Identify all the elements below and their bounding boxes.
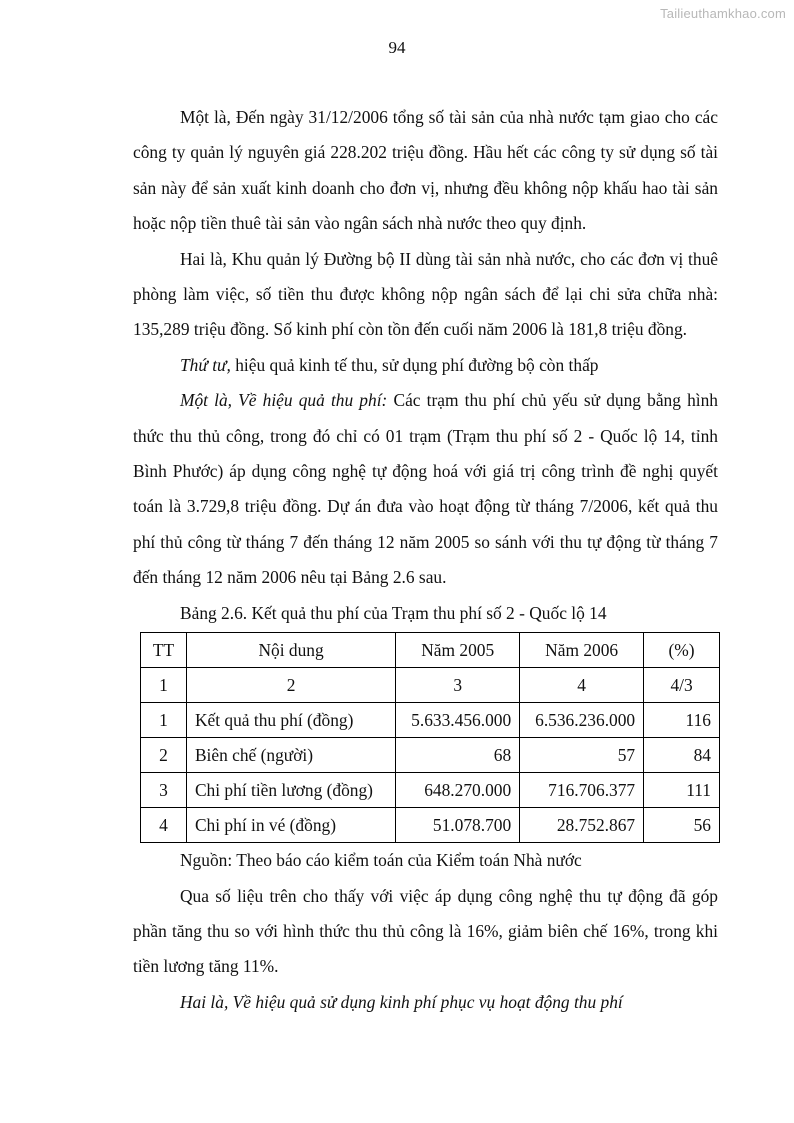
results-table [140, 632, 720, 843]
table-cell: Biên chế (người) [186, 738, 395, 773]
header-cell: TT [141, 633, 187, 668]
table-cell: 56 [644, 808, 720, 843]
table-cell: 1 [141, 703, 187, 738]
table-cell: 2 [186, 668, 395, 703]
paragraph-3-text: hiệu quả kinh tế thu, sử dụng phí đường bộ còn thấp [230, 354, 599, 375]
table-cell: 57 [520, 738, 644, 773]
table-row [141, 808, 720, 843]
table-cell: 648.270.000 [396, 773, 520, 808]
table-cell: 4 [520, 668, 644, 703]
paragraph-1: Một là, Đến ngày 31/12/2006 tổng số tài sản của nhà nước tạm giao cho các công ty quản lý nguyên giá 228.202 triệu đồng. Hầu hết các công ty sử dụng số tài sản này để sản xuất kinh doanh cho đơn vị, nhưng đều không nộp khấu hao tài sản hoặc nộp tiền thuê tài sản vào ngân sách nhà nước theo quy định. [133, 107, 718, 234]
table-cell: 2 [141, 738, 187, 773]
paragraph-3-lead: Thứ tư, [180, 354, 231, 375]
table-cell: Chi phí in vé (đồng) [186, 808, 395, 843]
paragraph-4-lead: Một là, Về hiệu quả thu phí: [180, 390, 388, 411]
table-source: Nguồn: Theo báo cáo kiểm toán của Kiểm toán Nhà nước [180, 850, 582, 871]
table-cell: 3 [396, 668, 520, 703]
table-cell: 716.706.377 [520, 773, 644, 808]
paragraph-5: Qua số liệu trên cho thấy với việc áp dụng công nghệ thu tự động đã góp phần tăng thu so với hình thức thu thủ công là 16%, giảm biên chế 16%, trong khi tiền lương tăng 11%. [133, 885, 718, 977]
table-cell: 5.633.456.000 [396, 703, 520, 738]
table-cell: 111 [644, 773, 720, 808]
table-cell: 84 [644, 738, 720, 773]
header-cell: Năm 2006 [520, 633, 644, 668]
paragraph-6: Hai là, Về hiệu quả sử dụng kinh phí phục vụ hoạt động thu phí [180, 991, 623, 1012]
paragraph-2: Hai là, Khu quản lý Đường bộ II dùng tài sản nhà nước, cho các đơn vị thuê phòng làm việc, số tiền thu được không nộp ngân sách để lại chi sửa chữa nhà: 135,289 triệu đồng. Số kinh phí còn tồn đến cuối năm 2006 là 181,8 triệu đồng. [133, 248, 718, 340]
header-cell: Nội dung [186, 633, 395, 668]
table-cell: 116 [644, 703, 720, 738]
paragraph-4-text: Các trạm thu phí chủ yếu sử dụng bằng hình thức thu thủ công, trong đó chỉ có 01 trạm (Trạm thu phí số 2 - Quốc lộ 14, tỉnh Bình Phước) áp dụng công nghệ tự động hoá với giá trị công trình đề nghị quyết toán là 3.729,8 triệu đồng. Dự án đưa vào hoạt động từ tháng 7/2006, kết quả thu phí thủ công từ tháng 7 đến tháng 12 năm 2005 so sánh với thu tự động từ tháng 7 đến tháng 12 năm 2006 nêu tại Bảng 2.6 sau. [133, 390, 718, 588]
table-row [141, 773, 720, 808]
page-number: 94 [388, 38, 406, 57]
table-cell: 3 [141, 773, 187, 808]
table-cell: 51.078.700 [396, 808, 520, 843]
table-cell: Chi phí tiền lương (đồng) [186, 773, 395, 808]
table-caption: Bảng 2.6. Kết quả thu phí của Trạm thu phí số 2 - Quốc lộ 14 [180, 602, 607, 623]
table-row [141, 738, 720, 773]
document-body [133, 100, 718, 1020]
table-index-row [141, 668, 720, 703]
table-cell: 4 [141, 808, 187, 843]
table-cell: 28.752.867 [520, 808, 644, 843]
header-cell: Năm 2005 [396, 633, 520, 668]
table-cell: 1 [141, 668, 187, 703]
table-header-row [141, 633, 720, 668]
header-cell: (%) [644, 633, 720, 668]
paragraph-4 [133, 383, 718, 595]
watermark: Tailieuthamkhao.com [660, 6, 786, 21]
table-cell: 6.536.236.000 [520, 703, 644, 738]
table-row [141, 703, 720, 738]
table-cell: 4/3 [644, 668, 720, 703]
table-cell: Kết quả thu phí (đồng) [186, 703, 395, 738]
table-cell: 68 [396, 738, 520, 773]
paragraph-3 [133, 348, 718, 383]
